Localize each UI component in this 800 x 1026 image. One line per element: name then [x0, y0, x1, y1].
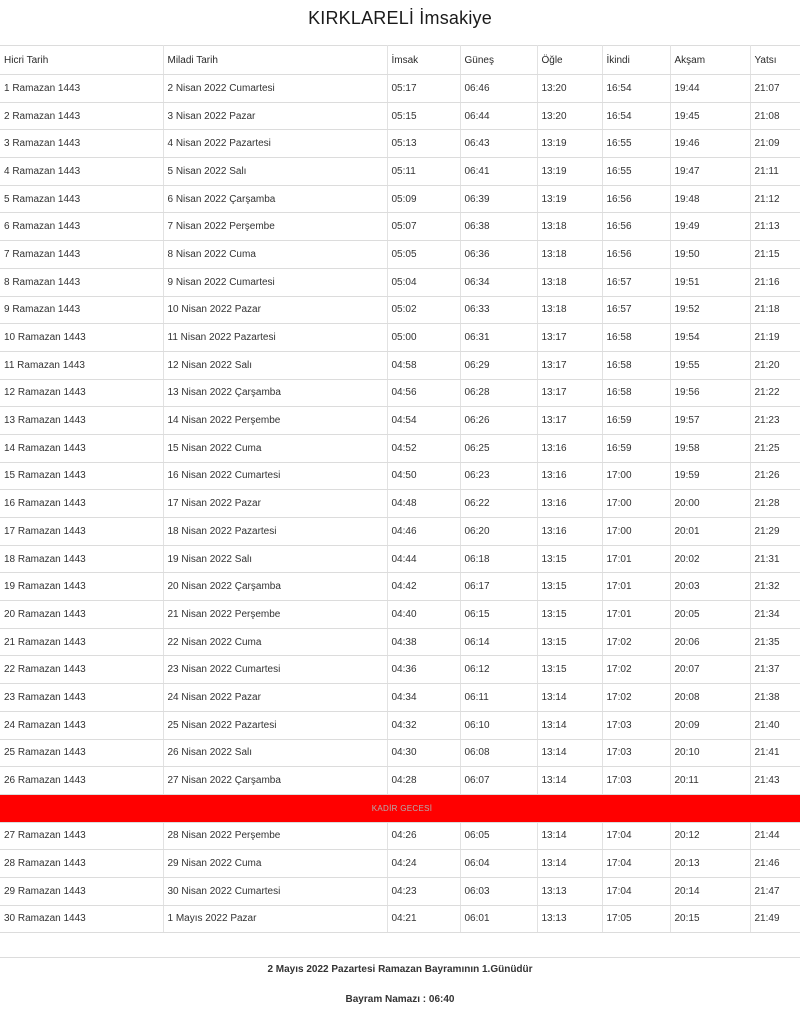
table-cell: 16:58: [602, 351, 670, 379]
table-cell: 16:56: [602, 241, 670, 269]
bayram-namazi: Bayram Namazı : 06:40: [345, 994, 455, 1005]
table-cell: 3 Ramazan 1443: [0, 130, 163, 158]
table-cell: 04:30: [387, 739, 460, 767]
table-cell: 21:11: [750, 158, 800, 186]
table-cell: 06:31: [460, 324, 537, 352]
table-cell: 26 Ramazan 1443: [0, 767, 163, 795]
table-cell: 05:17: [387, 75, 460, 103]
table-cell: 13:18: [537, 268, 602, 296]
table-cell: 19:52: [670, 296, 750, 324]
table-cell: 17:00: [602, 518, 670, 546]
table-cell: 05:00: [387, 324, 460, 352]
table-cell: 13:16: [537, 490, 602, 518]
table-cell: 13:16: [537, 462, 602, 490]
page-title: KIRKLARELİ İmsakiye: [308, 8, 492, 28]
table-cell: 23 Nisan 2022 Cumartesi: [163, 656, 387, 684]
table-cell: 19:44: [670, 75, 750, 103]
table-cell: 17:04: [602, 850, 670, 878]
table-cell: 04:38: [387, 628, 460, 656]
table-cell: 06:46: [460, 75, 537, 103]
table-cell: 17:04: [602, 822, 670, 850]
table-row: [0, 434, 800, 462]
table-cell: 04:34: [387, 684, 460, 712]
table-cell: 9 Ramazan 1443: [0, 296, 163, 324]
table-cell: 21:23: [750, 407, 800, 435]
table-cell: 05:09: [387, 185, 460, 213]
table-cell: 04:54: [387, 407, 460, 435]
table-cell: 20:07: [670, 656, 750, 684]
table-cell: 21:43: [750, 767, 800, 795]
column-header-yatsi: Yatsı: [750, 46, 800, 75]
table-cell: 06:44: [460, 102, 537, 130]
table-cell: 19:47: [670, 158, 750, 186]
table-cell: 06:23: [460, 462, 537, 490]
table-cell: 25 Ramazan 1443: [0, 739, 163, 767]
table-cell: 17 Nisan 2022 Pazar: [163, 490, 387, 518]
table-cell: 20:08: [670, 684, 750, 712]
table-cell: 19 Ramazan 1443: [0, 573, 163, 601]
table-row: [0, 462, 800, 490]
table-cell: 20:15: [670, 905, 750, 933]
table-cell: 17:05: [602, 905, 670, 933]
table-cell: 29 Nisan 2022 Cuma: [163, 850, 387, 878]
table-cell: 13:15: [537, 656, 602, 684]
column-header-gunes: Güneş: [460, 46, 537, 75]
bayram-note: 2 Mayıs 2022 Pazartesi Ramazan Bayramının 1.Günüdür: [267, 964, 533, 975]
table-cell: 06:33: [460, 296, 537, 324]
table-cell: 5 Ramazan 1443: [0, 185, 163, 213]
table-cell: 20:01: [670, 518, 750, 546]
table-cell: 21:47: [750, 877, 800, 905]
table-cell: 16:59: [602, 407, 670, 435]
table-row: [0, 767, 800, 795]
table-cell: 6 Ramazan 1443: [0, 213, 163, 241]
table-cell: 9 Nisan 2022 Cumartesi: [163, 268, 387, 296]
table-cell: 06:22: [460, 490, 537, 518]
table-cell: 16:54: [602, 102, 670, 130]
table-cell: 21:38: [750, 684, 800, 712]
table-cell: 16:56: [602, 213, 670, 241]
table-cell: 06:41: [460, 158, 537, 186]
table-cell: 13 Nisan 2022 Çarşamba: [163, 379, 387, 407]
table-cell: 16:59: [602, 434, 670, 462]
table-cell: 17:03: [602, 711, 670, 739]
table-cell: 17:01: [602, 573, 670, 601]
table-cell: 13:15: [537, 573, 602, 601]
table-cell: 14 Nisan 2022 Perşembe: [163, 407, 387, 435]
table-cell: 06:28: [460, 379, 537, 407]
table-cell: 15 Ramazan 1443: [0, 462, 163, 490]
table-cell: 19:45: [670, 102, 750, 130]
table-cell: 21:22: [750, 379, 800, 407]
table-row: [0, 628, 800, 656]
table-cell: 6 Nisan 2022 Çarşamba: [163, 185, 387, 213]
table-cell: 05:05: [387, 241, 460, 269]
table-cell: 16 Nisan 2022 Cumartesi: [163, 462, 387, 490]
table-cell: 04:58: [387, 351, 460, 379]
table-cell: 04:36: [387, 656, 460, 684]
table-cell: 13:16: [537, 434, 602, 462]
table-cell: 17:02: [602, 656, 670, 684]
table-cell: 21:08: [750, 102, 800, 130]
table-cell: 06:14: [460, 628, 537, 656]
table-cell: 14 Ramazan 1443: [0, 434, 163, 462]
table-cell: 27 Ramazan 1443: [0, 822, 163, 850]
table-row: [0, 379, 800, 407]
table-cell: 04:50: [387, 462, 460, 490]
table-cell: 17 Ramazan 1443: [0, 518, 163, 546]
table-cell: 20:02: [670, 545, 750, 573]
table-cell: 10 Ramazan 1443: [0, 324, 163, 352]
table-cell: 11 Ramazan 1443: [0, 351, 163, 379]
table-cell: 8 Nisan 2022 Cuma: [163, 241, 387, 269]
table-cell: 19:50: [670, 241, 750, 269]
table-cell: 16:57: [602, 268, 670, 296]
table-cell: 13:14: [537, 850, 602, 878]
table-cell: 17:00: [602, 462, 670, 490]
table-cell: 06:26: [460, 407, 537, 435]
table-cell: 20:00: [670, 490, 750, 518]
table-cell: 17:03: [602, 739, 670, 767]
table-cell: 16:54: [602, 75, 670, 103]
table-cell: 13:17: [537, 379, 602, 407]
table-cell: 13:13: [537, 905, 602, 933]
table-cell: 19:59: [670, 462, 750, 490]
table-cell: 21:49: [750, 905, 800, 933]
table-cell: 13:14: [537, 767, 602, 795]
table-cell: 06:01: [460, 905, 537, 933]
table-cell: 06:04: [460, 850, 537, 878]
table-cell: 7 Ramazan 1443: [0, 241, 163, 269]
table-cell: 04:24: [387, 850, 460, 878]
table-cell: 13:19: [537, 185, 602, 213]
column-header-ikindi: İkindi: [602, 46, 670, 75]
table-cell: 23 Ramazan 1443: [0, 684, 163, 712]
table-row: [0, 324, 800, 352]
table-cell: 19:56: [670, 379, 750, 407]
column-header-hicri-tarih: Hicri Tarih: [0, 46, 163, 75]
table-cell: 13:13: [537, 877, 602, 905]
table-cell: 06:03: [460, 877, 537, 905]
table-cell: 21:28: [750, 490, 800, 518]
kadir-gecesi-label: KADİR GECESİ: [0, 794, 800, 822]
table-cell: 13:18: [537, 241, 602, 269]
column-header-miladi-tarih: Miladi Tarih: [163, 46, 387, 75]
table-cell: 20 Nisan 2022 Çarşamba: [163, 573, 387, 601]
table-cell: 06:36: [460, 241, 537, 269]
table-cell: 19 Nisan 2022 Salı: [163, 545, 387, 573]
table-cell: 04:48: [387, 490, 460, 518]
table-cell: 06:34: [460, 268, 537, 296]
table-row: [0, 739, 800, 767]
table-cell: 04:21: [387, 905, 460, 933]
special-section: [0, 794, 800, 822]
table-cell: 17:00: [602, 490, 670, 518]
table-cell: 06:08: [460, 739, 537, 767]
table-cell: 13:17: [537, 324, 602, 352]
table-row: [0, 656, 800, 684]
table-body-after: [0, 822, 800, 933]
table-cell: 04:32: [387, 711, 460, 739]
table-row: [0, 158, 800, 186]
table-row: [0, 185, 800, 213]
table-cell: 22 Ramazan 1443: [0, 656, 163, 684]
table-cell: 5 Nisan 2022 Salı: [163, 158, 387, 186]
table-cell: 16:58: [602, 324, 670, 352]
table-cell: 05:11: [387, 158, 460, 186]
table-cell: 21:29: [750, 518, 800, 546]
table-cell: 28 Nisan 2022 Perşembe: [163, 822, 387, 850]
table-cell: 19:48: [670, 185, 750, 213]
table-cell: 13:14: [537, 684, 602, 712]
table-cell: 16:55: [602, 130, 670, 158]
column-header-ogle: Öğle: [537, 46, 602, 75]
table-cell: 19:49: [670, 213, 750, 241]
table-row: [0, 545, 800, 573]
table-cell: 21:12: [750, 185, 800, 213]
table-cell: 30 Nisan 2022 Cumartesi: [163, 877, 387, 905]
table-cell: 12 Ramazan 1443: [0, 379, 163, 407]
table-row: [0, 573, 800, 601]
table-cell: 15 Nisan 2022 Cuma: [163, 434, 387, 462]
table-row: [0, 241, 800, 269]
table-cell: 30 Ramazan 1443: [0, 905, 163, 933]
table-cell: 06:20: [460, 518, 537, 546]
table-cell: 20:06: [670, 628, 750, 656]
table-row: [0, 518, 800, 546]
table-cell: 04:40: [387, 601, 460, 629]
table-cell: 04:56: [387, 379, 460, 407]
table-cell: 21:16: [750, 268, 800, 296]
table-cell: 05:04: [387, 268, 460, 296]
table-cell: 04:42: [387, 573, 460, 601]
table-cell: 20:12: [670, 822, 750, 850]
table-cell: 8 Ramazan 1443: [0, 268, 163, 296]
table-cell: 06:10: [460, 711, 537, 739]
table-cell: 13:15: [537, 545, 602, 573]
table-cell: 16:57: [602, 296, 670, 324]
table-cell: 13:14: [537, 822, 602, 850]
table-cell: 24 Nisan 2022 Pazar: [163, 684, 387, 712]
table-cell: 06:18: [460, 545, 537, 573]
table-cell: 13:20: [537, 102, 602, 130]
table-cell: 21:31: [750, 545, 800, 573]
table-cell: 05:07: [387, 213, 460, 241]
table-row: [0, 130, 800, 158]
table-cell: 7 Nisan 2022 Perşembe: [163, 213, 387, 241]
table-cell: 20:09: [670, 711, 750, 739]
table-cell: 25 Nisan 2022 Pazartesi: [163, 711, 387, 739]
table-cell: 28 Ramazan 1443: [0, 850, 163, 878]
table-row: [0, 296, 800, 324]
table-cell: 13:14: [537, 711, 602, 739]
table-cell: 18 Ramazan 1443: [0, 545, 163, 573]
table-cell: 13:17: [537, 351, 602, 379]
table-row: [0, 351, 800, 379]
table-cell: 21:35: [750, 628, 800, 656]
table-cell: 20 Ramazan 1443: [0, 601, 163, 629]
table-cell: 06:05: [460, 822, 537, 850]
table-cell: 1 Mayıs 2022 Pazar: [163, 905, 387, 933]
table-cell: 06:38: [460, 213, 537, 241]
table-row: [0, 407, 800, 435]
table-cell: 17:01: [602, 545, 670, 573]
table-cell: 06:07: [460, 767, 537, 795]
table-cell: 22 Nisan 2022 Cuma: [163, 628, 387, 656]
kadir-gecesi-row: [0, 794, 800, 822]
table-row: [0, 75, 800, 103]
imsakiye-table: [0, 45, 800, 933]
table-cell: 05:15: [387, 102, 460, 130]
table-cell: 04:26: [387, 822, 460, 850]
table-cell: 3 Nisan 2022 Pazar: [163, 102, 387, 130]
table-row: [0, 213, 800, 241]
table-cell: 12 Nisan 2022 Salı: [163, 351, 387, 379]
table-cell: 05:13: [387, 130, 460, 158]
table-cell: 13:17: [537, 407, 602, 435]
table-cell: 20:05: [670, 601, 750, 629]
table-cell: 04:28: [387, 767, 460, 795]
table-cell: 21:09: [750, 130, 800, 158]
table-cell: 20:10: [670, 739, 750, 767]
table-cell: 21:46: [750, 850, 800, 878]
table-cell: 21:18: [750, 296, 800, 324]
table-cell: 21:44: [750, 822, 800, 850]
table-row: [0, 102, 800, 130]
table-cell: 16:58: [602, 379, 670, 407]
table-header-row: [0, 46, 800, 75]
table-cell: 10 Nisan 2022 Pazar: [163, 296, 387, 324]
table-cell: 04:46: [387, 518, 460, 546]
table-cell: 17:01: [602, 601, 670, 629]
table-cell: 06:11: [460, 684, 537, 712]
table-cell: 19:46: [670, 130, 750, 158]
table-cell: 21:34: [750, 601, 800, 629]
table-cell: 16 Ramazan 1443: [0, 490, 163, 518]
table-cell: 20:14: [670, 877, 750, 905]
table-row: [0, 601, 800, 629]
table-row: [0, 822, 800, 850]
table-cell: 21:26: [750, 462, 800, 490]
table-cell: 13:16: [537, 518, 602, 546]
table-cell: 16:55: [602, 158, 670, 186]
table-cell: 19:54: [670, 324, 750, 352]
column-header-imsak: İmsak: [387, 46, 460, 75]
table-cell: 13:19: [537, 158, 602, 186]
table-cell: 21:40: [750, 711, 800, 739]
table-cell: 21 Ramazan 1443: [0, 628, 163, 656]
table-cell: 04:44: [387, 545, 460, 573]
table-cell: 1 Ramazan 1443: [0, 75, 163, 103]
table-cell: 05:02: [387, 296, 460, 324]
table-cell: 18 Nisan 2022 Pazartesi: [163, 518, 387, 546]
table-cell: 13:14: [537, 739, 602, 767]
table-cell: 04:23: [387, 877, 460, 905]
table-cell: 4 Ramazan 1443: [0, 158, 163, 186]
table-cell: 13:19: [537, 130, 602, 158]
table-cell: 2 Ramazan 1443: [0, 102, 163, 130]
table-cell: 06:43: [460, 130, 537, 158]
table-body: [0, 75, 800, 795]
table-cell: 06:39: [460, 185, 537, 213]
table-row: [0, 268, 800, 296]
table-cell: 21:19: [750, 324, 800, 352]
table-row: [0, 905, 800, 933]
table-cell: 06:12: [460, 656, 537, 684]
table-cell: 20:03: [670, 573, 750, 601]
table-cell: 21:15: [750, 241, 800, 269]
table-cell: 17:03: [602, 767, 670, 795]
table-cell: 13 Ramazan 1443: [0, 407, 163, 435]
table-cell: 13:18: [537, 213, 602, 241]
table-cell: 21:37: [750, 656, 800, 684]
table-cell: 16:56: [602, 185, 670, 213]
table-cell: 19:57: [670, 407, 750, 435]
table-cell: 21 Nisan 2022 Perşembe: [163, 601, 387, 629]
table-row: [0, 490, 800, 518]
table-cell: 19:55: [670, 351, 750, 379]
table-cell: 06:17: [460, 573, 537, 601]
table-cell: 21:13: [750, 213, 800, 241]
table-cell: 2 Nisan 2022 Cumartesi: [163, 75, 387, 103]
table-row: [0, 711, 800, 739]
table-cell: 21:20: [750, 351, 800, 379]
footer-divider: [0, 957, 800, 958]
table-cell: 27 Nisan 2022 Çarşamba: [163, 767, 387, 795]
table-cell: 17:04: [602, 877, 670, 905]
table-cell: 11 Nisan 2022 Pazartesi: [163, 324, 387, 352]
table-cell: 13:15: [537, 628, 602, 656]
table-cell: 24 Ramazan 1443: [0, 711, 163, 739]
table-cell: 4 Nisan 2022 Pazartesi: [163, 130, 387, 158]
column-header-aksam: Akşam: [670, 46, 750, 75]
table-cell: 13:15: [537, 601, 602, 629]
table-cell: 06:15: [460, 601, 537, 629]
table-cell: 20:13: [670, 850, 750, 878]
table-cell: 29 Ramazan 1443: [0, 877, 163, 905]
table-cell: 19:51: [670, 268, 750, 296]
table-row: [0, 684, 800, 712]
table-cell: 20:11: [670, 767, 750, 795]
table-row: [0, 850, 800, 878]
table-cell: 13:20: [537, 75, 602, 103]
table-cell: 17:02: [602, 628, 670, 656]
table-cell: 13:18: [537, 296, 602, 324]
table-cell: 19:58: [670, 434, 750, 462]
table-cell: 17:02: [602, 684, 670, 712]
table-cell: 21:32: [750, 573, 800, 601]
table-cell: 06:25: [460, 434, 537, 462]
table-cell: 21:07: [750, 75, 800, 103]
table-cell: 21:41: [750, 739, 800, 767]
table-row: [0, 877, 800, 905]
table-cell: 21:25: [750, 434, 800, 462]
table-cell: 04:52: [387, 434, 460, 462]
table-cell: 06:29: [460, 351, 537, 379]
table-cell: 26 Nisan 2022 Salı: [163, 739, 387, 767]
